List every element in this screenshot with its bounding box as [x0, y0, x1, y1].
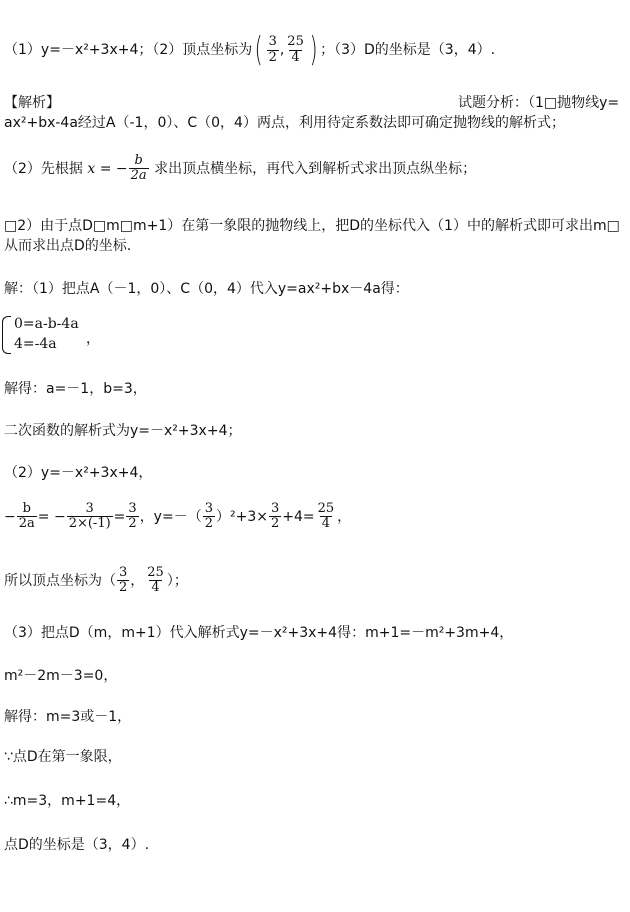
- calc-frac4: $\frac{3}{2}$: [204, 501, 213, 532]
- vertex-y-fraction: $\frac{25}{4}$: [287, 34, 304, 65]
- function-result: 二次函数的解析式为y=－x²+3x+4；: [4, 423, 242, 439]
- part3-line1: （3）把点D（m，m+1）代入解析式y=－x²+3x+4得：m+1=－m²+3m+4，: [4, 625, 514, 641]
- vertex-result-line: 所以顶点坐标为（ $\frac{3}{2}$ ， $\frac{25}{4}$ ）；: [4, 565, 188, 596]
- system-row1: 0=a-b-4a: [14, 316, 79, 332]
- answer-part2: ；（3）D的坐标是（3，4）.: [320, 42, 496, 58]
- calc-frac3: $\frac{3}{2}$: [128, 501, 137, 532]
- analysis-line2: ax²+bx-4a经过A（-1，0）、C（0，4）两点，利用待定系数法即可确定抛物线的解析式；: [4, 115, 565, 131]
- vertex-formula-fraction: $\frac{b}{2a}$: [130, 153, 147, 184]
- part2-function: （2）y=－x²+3x+4，: [4, 465, 153, 481]
- part3-line3: 解得：m=3或－1，: [4, 709, 132, 725]
- paren-close: ): [309, 30, 318, 70]
- vertex-result-x: $\frac{3}{2}$: [119, 565, 128, 596]
- analysis-label: 【解析】: [4, 95, 60, 111]
- answer-line: （1）y=－x²+3x+4；（2）顶点坐标为( $\frac{3}{2}$ , $\frac{25}{4}$ ) ；（3）D的坐标是（3，4）.: [4, 30, 496, 70]
- vertex-calc-line: − $\frac{b}{2a}$ = − $\frac{3}{2\times(-1)}$ = $\frac{3}{2}$ ，y=－（ $\frac{3}{2}$ ）²+3× $\frac{3}{2}$ +4= $\frac{25}{4}$ ，: [4, 501, 352, 532]
- step2-line: （2）先根据 x = − $\frac{b}{2a}$ 求出顶点横坐标，再代入到解析式求出顶点纵坐标；: [4, 153, 477, 184]
- step3-line1: □2）由于点D□m□m+1）在第一象限的抛物线上，把D的坐标代入（1）中的解析式即可求出m□: [4, 218, 620, 234]
- calc-frac5: $\frac{3}{2}$: [270, 501, 280, 532]
- calc-frac2: $\frac{3}{2\times(-1)}$: [68, 501, 111, 532]
- solution-line1: 解：（1）把点A（－1，0）、C（0，4）代入y=ax²+bx－4a得：: [4, 281, 409, 297]
- part3-line2: m²－2m－3=0，: [4, 668, 118, 684]
- system-row2: 4=-4a: [14, 336, 57, 352]
- part3-line6: 点D的坐标是（3，4）.: [4, 837, 150, 853]
- part3-line5: ∴m=3，m+1=4，: [4, 793, 131, 809]
- vertex-result-y: $\frac{25}{4}$: [147, 565, 164, 596]
- analysis-head: 试题分析：（1□抛物线y=: [458, 95, 620, 111]
- system-tail: ，: [86, 331, 100, 347]
- calc-frac1: $\frac{b}{2a}$: [18, 501, 35, 532]
- part3-line4: ∵点D在第一象限，: [4, 749, 122, 765]
- equation-brace: [2, 316, 11, 354]
- calc-frac6: $\frac{25}{4}$: [317, 501, 335, 532]
- solved-a-b: 解得：a=－1，b=3，: [4, 381, 147, 397]
- vertex-x-fraction: $\frac{3}{2}$: [268, 34, 277, 65]
- answer-part1: （1）y=－x²+3x+4；（2）顶点坐标为: [4, 42, 253, 58]
- step3-line2: 从而求出点D的坐标.: [4, 238, 132, 254]
- paren-open: (: [254, 30, 263, 70]
